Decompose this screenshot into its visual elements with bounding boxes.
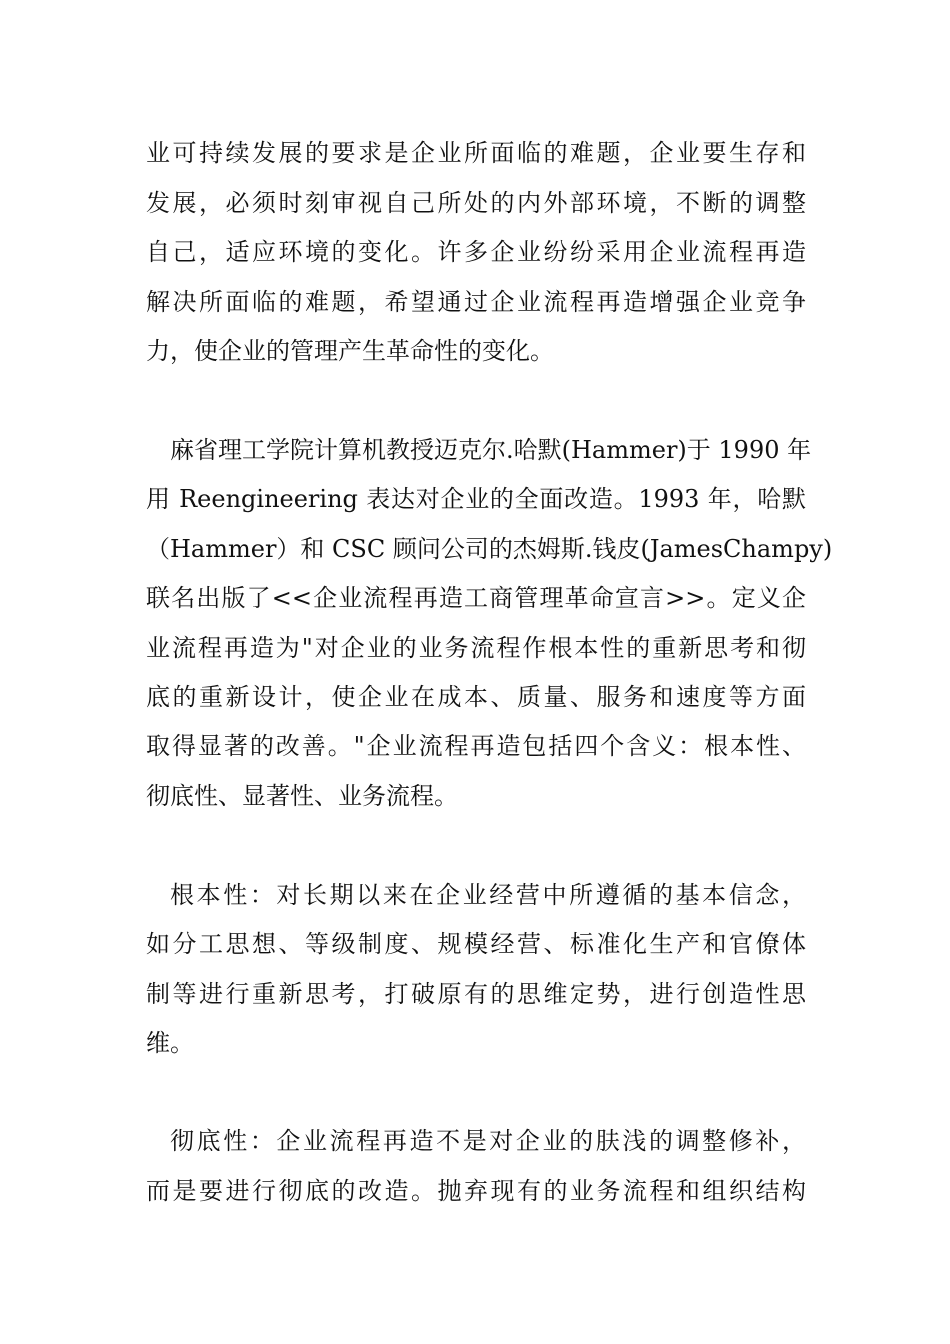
paragraph-2-line-8: 彻底性、显著性、业务流程。 [146, 782, 458, 810]
paragraph-2-line-3: （Hammer）和 CSC 顾问公司的杰姆斯.钱皮(JamesChampy) [146, 535, 833, 563]
paragraph-1-line-2: 发展，必须时刻审视自己所处的内外部环境，不断的调整 [146, 189, 806, 217]
paragraph-1-line-3: 自己，适应环境的变化。许多企业纷纷采用企业流程再造 [146, 238, 806, 266]
paragraph-4-line-2: 而是要进行彻底的改造。抛弃现有的业务流程和组织结构 [146, 1177, 806, 1205]
paragraph-3-line-3: 制等进行重新思考，打破原有的思维定势，进行创造性思 [146, 980, 806, 1008]
paragraph-3-line-4: 维。 [146, 1029, 194, 1057]
paragraph-2-line-4: 联名出版了<<企业流程再造工商管理革命宣言>>。定义企 [146, 584, 806, 612]
paragraph-1-line-5: 力，使企业的管理产生革命性的变化。 [146, 337, 554, 365]
paragraph-2-line-7: 取得显著的改善。"企业流程再造包括四个含义：根本性、 [146, 732, 806, 760]
paragraph-4-line-1: 彻底性：企业流程再造不是对企业的肤浅的调整修补， [170, 1127, 806, 1155]
paragraph-1-line-4: 解决所面临的难题，希望通过企业流程再造增强企业竞争 [146, 288, 806, 316]
paragraph-1-line-1: 业可持续发展的要求是企业所面临的难题，企业要生存和 [146, 139, 806, 167]
paragraph-3-line-1: 根本性：对长期以来在企业经营中所遵循的基本信念， [170, 881, 806, 909]
paragraph-3-line-2: 如分工思想、等级制度、规模经营、标准化生产和官僚体 [146, 930, 806, 958]
paragraph-2-line-2: 用 Reengineering 表达对企业的全面改造。1993 年，哈默 [146, 485, 806, 513]
paragraph-2-line-6: 底的重新设计，使企业在成本、质量、服务和速度等方面 [146, 683, 806, 711]
paragraph-2-line-1: 麻省理工学院计算机教授迈克尔.哈默(Hammer)于 1990 年 [170, 436, 812, 464]
paragraph-2-line-5: 业流程再造为"对企业的业务流程作根本性的重新思考和彻 [146, 634, 806, 662]
